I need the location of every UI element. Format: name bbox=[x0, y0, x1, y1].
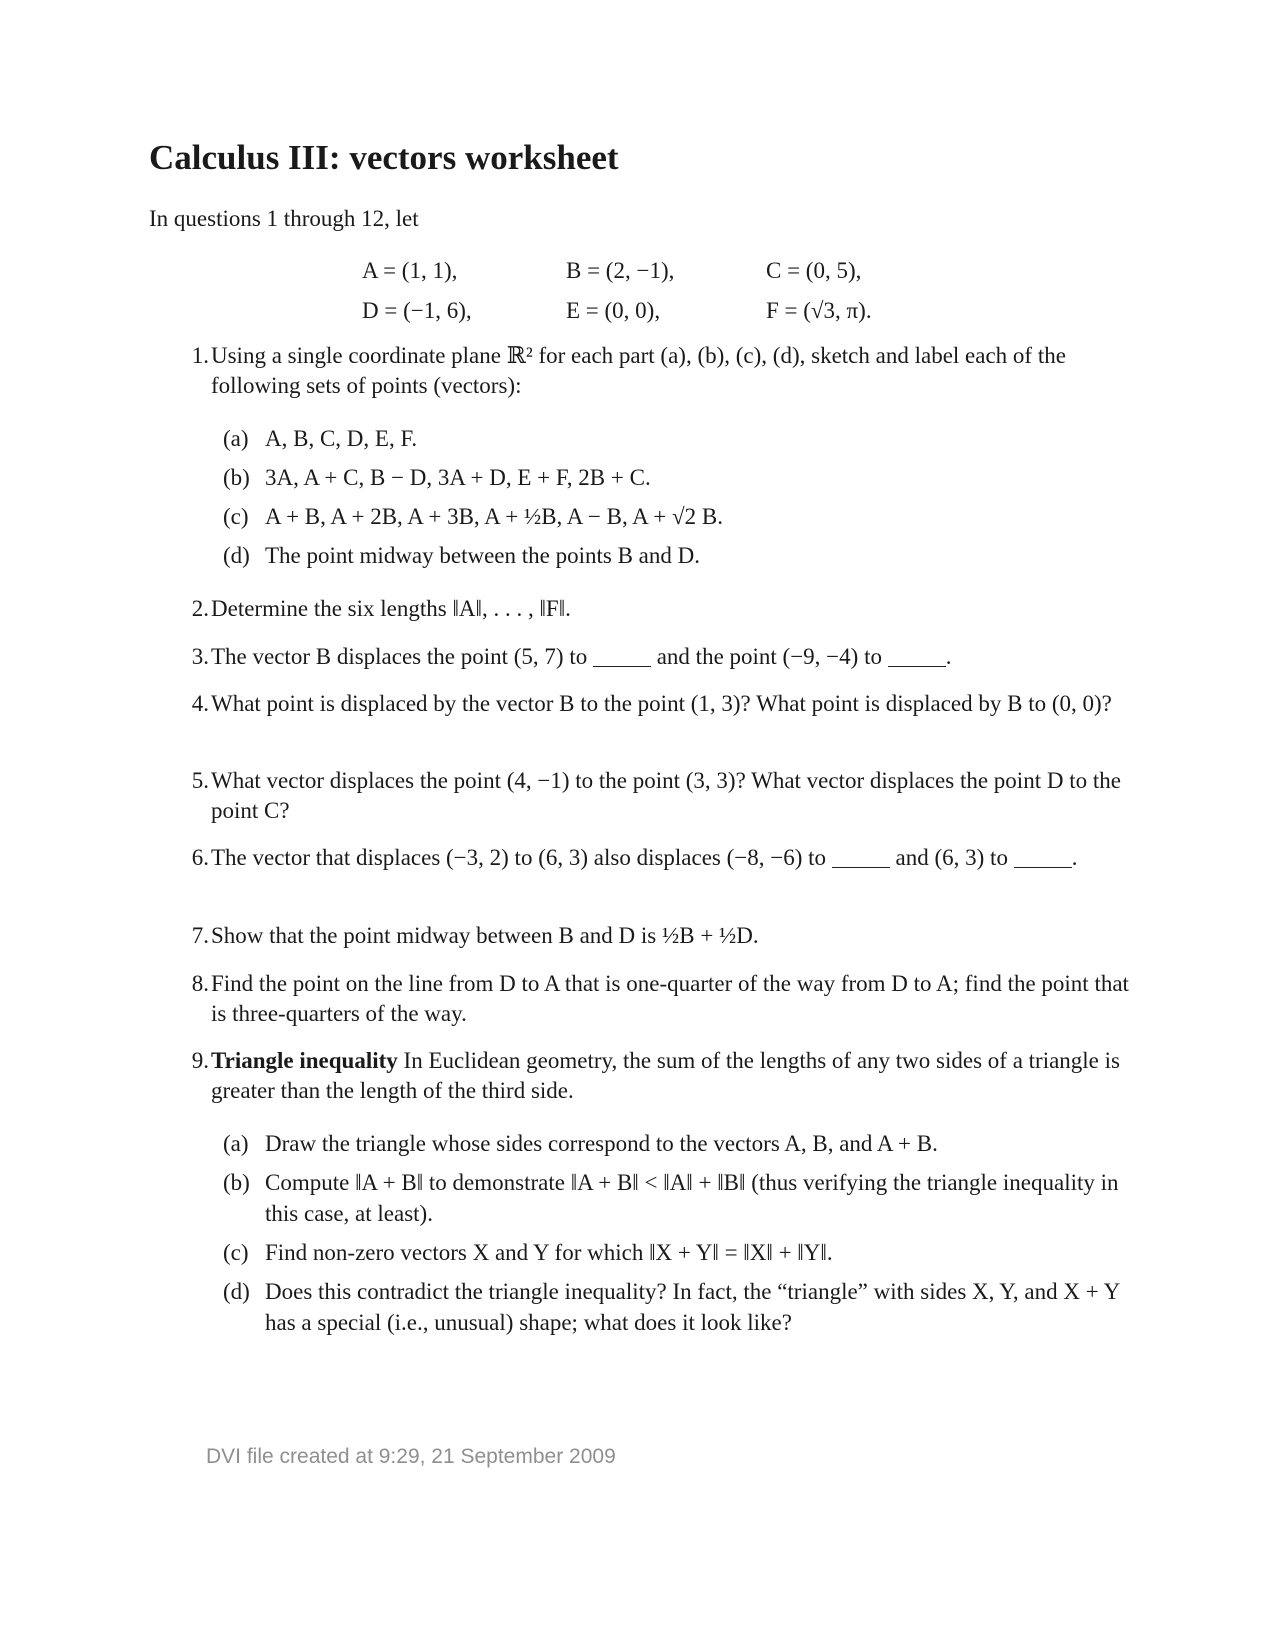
question-text bbox=[211, 843, 1129, 873]
question-text-part: and the point (−9, −4) to bbox=[656, 644, 882, 669]
sub-part bbox=[211, 462, 1129, 493]
question-2 bbox=[149, 594, 1129, 624]
definition-a: A = (1, 1), bbox=[362, 258, 458, 283]
sub-part-letter: (b) bbox=[223, 1170, 250, 1195]
sub-part bbox=[211, 540, 1129, 571]
question-text-part: The vector that displaces (−3, 2) to (6, 3) also displaces (−8, −6) to bbox=[211, 845, 827, 870]
question-text: Find the point on the line from D to A that is one-quarter of the way from D to A; find the point that is three-quarters of the way. bbox=[211, 971, 1129, 1026]
question-number: 8. bbox=[191, 971, 209, 996]
question-heading: Triangle inequality bbox=[211, 1048, 398, 1073]
question-5 bbox=[149, 766, 1129, 826]
question-number: 7. bbox=[191, 923, 209, 948]
definition-row bbox=[149, 298, 1129, 338]
question-1 bbox=[149, 341, 1129, 571]
question-7 bbox=[149, 921, 1129, 951]
answer-blank[interactable] bbox=[888, 643, 946, 667]
sub-part-letter: (a) bbox=[223, 1131, 249, 1156]
question-text: Determine the six lengths ‖A‖, . . . , ‖F‖. bbox=[211, 596, 571, 621]
sub-part-letter: (c) bbox=[223, 504, 249, 529]
sub-part bbox=[211, 1128, 1129, 1159]
answer-blank[interactable] bbox=[1014, 844, 1072, 868]
sub-part-text: 3A, A + C, B − D, 3A + D, E + F, 2B + C. bbox=[265, 465, 651, 490]
question-text: What vector displaces the point (4, −1) to the point (3, 3)? What vector displaces the point D to the point C? bbox=[211, 768, 1121, 823]
question-number: 1. bbox=[191, 343, 209, 368]
question-text bbox=[211, 1046, 1129, 1106]
definition-c: C = (0, 5), bbox=[766, 258, 862, 283]
sub-part-text: Does this contradict the triangle inequality? In fact, the “triangle” with sides X, Y, and X + Y has a special (i.e., unusual) shape; what does it look like? bbox=[265, 1279, 1120, 1335]
question-text bbox=[211, 642, 1129, 672]
sub-part bbox=[211, 1276, 1129, 1338]
question-text-part: . bbox=[945, 644, 952, 669]
sub-part bbox=[211, 1237, 1129, 1268]
sub-part-letter: (c) bbox=[223, 1240, 249, 1265]
vector-definitions bbox=[149, 258, 1129, 338]
sub-part bbox=[211, 1167, 1129, 1229]
definition-row bbox=[149, 258, 1129, 298]
sub-part-text: Draw the triangle whose sides correspond to the vectors A, B, and A + B. bbox=[265, 1131, 938, 1156]
question-text-part: and (6, 3) to bbox=[895, 845, 1008, 870]
intro-text: In questions 1 through 12, let bbox=[149, 206, 419, 231]
sub-part-text: A, B, C, D, E, F. bbox=[265, 426, 418, 451]
question-number: 6. bbox=[191, 845, 209, 870]
definition-f: F = (√3, π). bbox=[766, 298, 872, 323]
definition-d: D = (−1, 6), bbox=[362, 298, 472, 323]
sub-part-text: A + B, A + 2B, A + 3B, A + ½B, A − B, A + √2 B. bbox=[265, 504, 723, 529]
question-number: 5. bbox=[191, 768, 209, 793]
sub-part bbox=[211, 501, 1129, 532]
question-text: Using a single coordinate plane ℝ² for each part (a), (b), (c), (d), sketch and label each of the following sets of points (vectors): bbox=[211, 343, 1066, 398]
question-text: What point is displaced by the vector B to the point (1, 3)? What point is displaced by B to (0, 0)? bbox=[211, 691, 1112, 716]
sub-part-text: Compute ‖A + B‖ to demonstrate ‖A + B‖ < ‖A‖ + ‖B‖ (thus verifying the triangle inequality in this case, at least). bbox=[265, 1170, 1119, 1226]
definition-b: B = (2, −1), bbox=[566, 258, 675, 283]
sub-part-text: Find non-zero vectors X and Y for which ‖X + Y‖ = ‖X‖ + ‖Y‖. bbox=[265, 1240, 833, 1265]
question-text-part: The vector B displaces the point (5, 7) to bbox=[211, 644, 588, 669]
sub-part-letter: (a) bbox=[223, 426, 249, 451]
sub-part-letter: (d) bbox=[223, 1279, 250, 1304]
question-3 bbox=[149, 642, 1129, 672]
question-number: 3. bbox=[191, 644, 209, 669]
question-8 bbox=[149, 969, 1129, 1029]
answer-blank[interactable] bbox=[593, 643, 651, 667]
sub-part-letter: (b) bbox=[223, 465, 250, 490]
sub-part-letter: (d) bbox=[223, 543, 250, 568]
question-4 bbox=[149, 689, 1129, 719]
footer-timestamp: DVI file created at 9:29, 21 September 2009 bbox=[206, 1445, 616, 1468]
question-number: 4. bbox=[191, 691, 209, 716]
question-text-part: . bbox=[1071, 845, 1078, 870]
question-9 bbox=[149, 1046, 1129, 1338]
question-number: 2. bbox=[191, 596, 209, 621]
answer-blank[interactable] bbox=[832, 844, 890, 868]
sub-part bbox=[211, 423, 1129, 454]
question-text-part: In Euclidean geometry, the sum of the lengths of any two sides of a triangle is greater than the length of the third side. bbox=[211, 1048, 1120, 1103]
question-text: Show that the point midway between B and D is ½B + ½D. bbox=[211, 923, 759, 948]
page-title: Calculus III: vectors worksheet bbox=[149, 138, 619, 177]
question-6 bbox=[149, 843, 1129, 873]
sub-part-text: The point midway between the points B and D. bbox=[265, 543, 701, 568]
definition-e: E = (0, 0), bbox=[566, 298, 661, 323]
question-number: 9. bbox=[191, 1048, 209, 1073]
